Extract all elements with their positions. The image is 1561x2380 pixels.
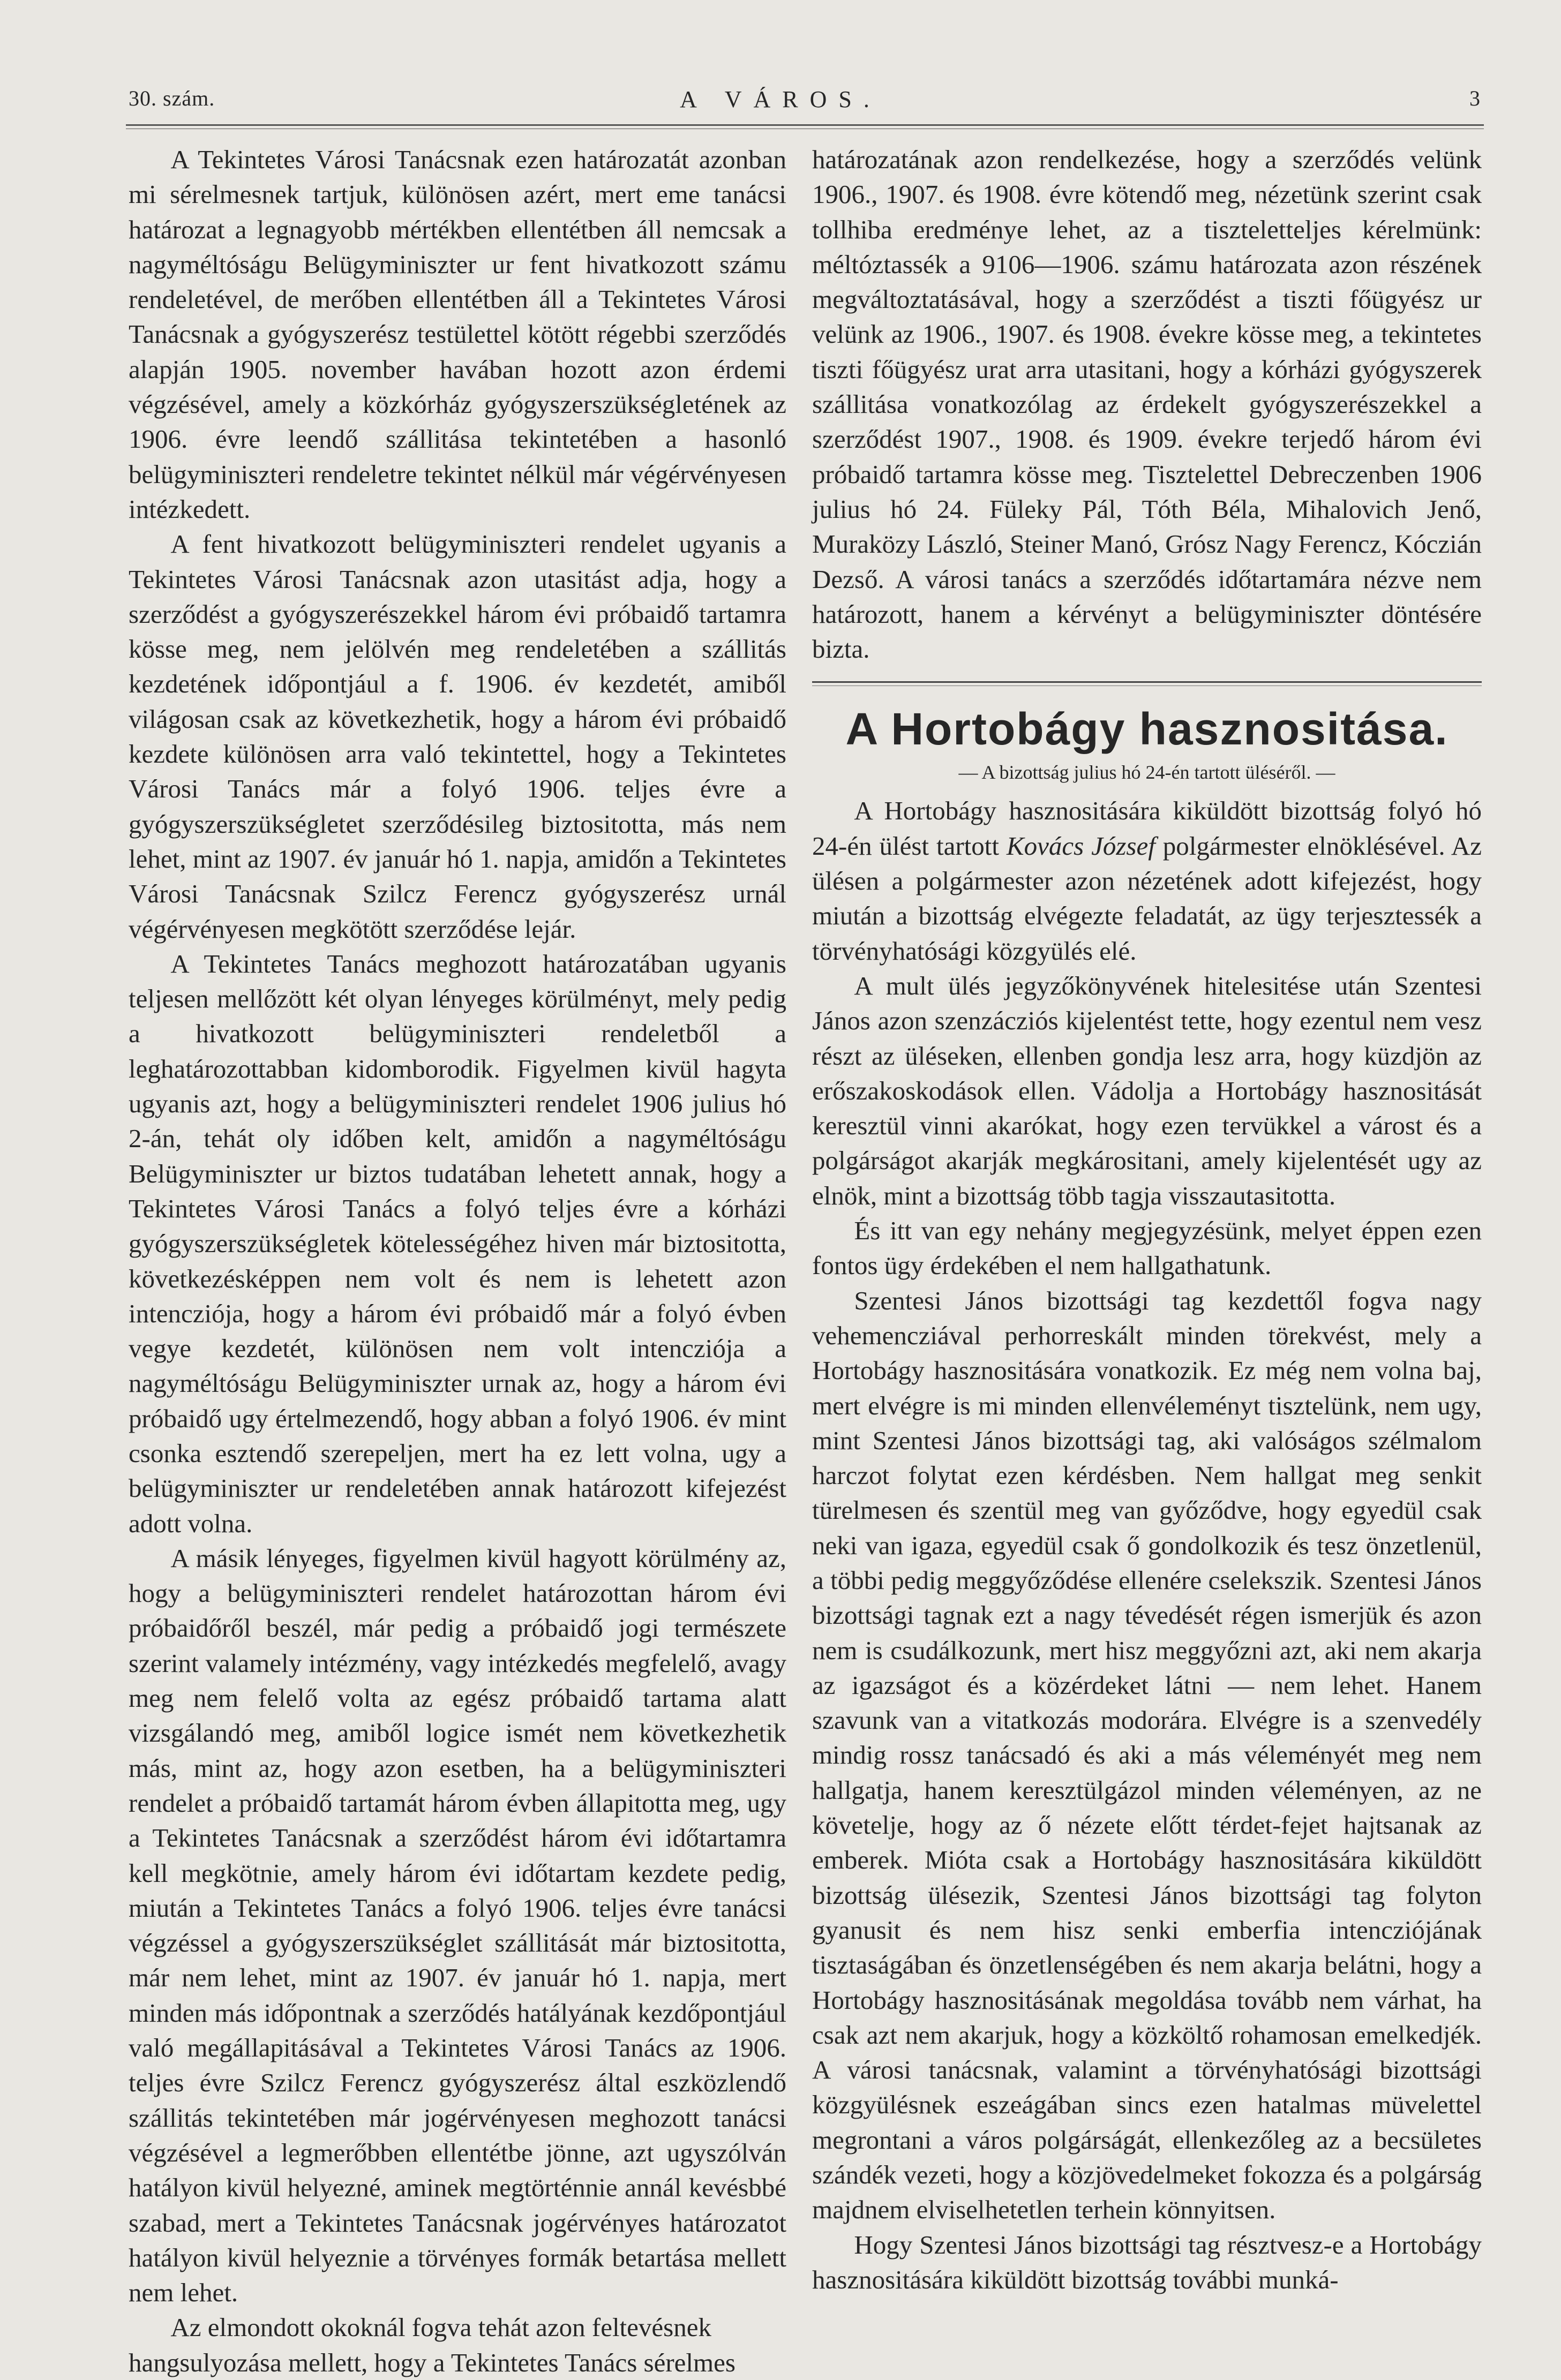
page-number: 3: [1469, 86, 1481, 110]
article-title: A Hortobágy hasznositása.: [845, 704, 1449, 755]
header-rule: [126, 124, 1484, 126]
paragraph: A fent hivatkozott belügyminiszteri rendelet ugyanis a Tekintetes Városi Tanácsnak azon utasitást adja, hogy a szerződést a gyógyszerészekkel három évi próbaidő tartamra kösse meg, nem jelölvén meg rendeletében a szállitás kezdetének időpontjául a f. 1906. év kezdetét, amiből világosan csak az következhetik, hogy a három évi próbaidő kezdete különösen arra való tekintettel, hogy a Tekintetes Városi Tanács már a folyó 1906. teljes évre a gyógyszerszükségletet szerződésileg biztositotta, más nem lehet, mint az 1907. év január hó 1. napja, amidőn a Tekintetes Városi Tanácsnak Szilcz Ferencz gyógyszerész urnál végérvényesen megkötött szerződése lejár.: [129, 529, 786, 944]
mayor-name: Kovács József: [1006, 831, 1155, 861]
paragraph: A Tekintetes Tanács meghozott határozatában ugyanis teljesen mellőzött két olyan lényeges körülményt, mely pedig a hivatkozott belügyminiszteri rendeletből a leghatározottabban kidomborodik. Figyelmen kivül hagyta ugyanis azt, hogy a belügyminiszteri rendelet 1906 julius hó 2-án, tehát oly időben kelt, amidőn a nagyméltóságu Belügyminiszter ur biztos tudatában lehetett annak, hogy a Tekintetes Városi Tanács a folyó teljes évre a kórházi gyógyszerszükségletek kötelességéhez hiven már biztositotta, következésképpen nem volt és nem is lehetett azon intencziója, hogy a három évi próbaidő már a folyó évben vegye kezdetét, különösen nem volt intencziója a nagyméltóságu Belügyminiszter urnak az, hogy a három évi próbaidő ugy értelmezendő, hogy abban a folyó 1906. év mint csonka esztendő szerepeljen, mert ha ez lett volna, ugy a belügyminiszter ur rendeletében annak határozott kifejezést adott volna.: [129, 948, 786, 1538]
paragraph: Az elmondott okoknál fogva tehát azon feltevésnek hangsulyozása mellett, hogy a Tekintetes Tanács sérelmes: [129, 2313, 736, 2377]
issue-number: 30. szám.: [129, 86, 215, 110]
masthead: A VÁROS.: [680, 86, 881, 112]
intro-text: A Hortobágy hasznositására kiküldött bizottság folyó hó 24-én ülést tartott: [812, 796, 1482, 861]
paragraph: A mult ülés jegyzőkönyvének hitelesitése után Szentesi János azon szenzácziós kijelentést tette, hogy ezentul nem vesz részt az üléseken, ellenben gondja lesz arra, hogy küzdjön az erőszakoskodások ellen. Vádolja a Hortobágy hasznositását keresztül vinni akarókat, hogy ezen tervükkel a várost és a polgárságot akarják megkárositani, amely kijelentését ugy az elnök, mint a bizottság több tagja visszautasitotta.: [812, 970, 1482, 1210]
paragraph: A Tekintetes Városi Tanácsnak ezen határozatát azonban mi sérelmesnek tartjuk, különösen azért, mert eme tanácsi határozat a legnagyobb mértékben ellentétben áll nemcsak a nagyméltóságu Belügyminiszter ur fent hivatkozott számu rendeletével, de merőben ellentétben áll a Tekintetes Városi Tanácsnak a gyógyszerész testülettel kötött régebbi szerződés alapján 1905. november havában hozott azon érdemi végzésével, amely a közkórház gyógyszerszükségletének az 1906. évre leendő szállitása tekintetében a hasonló belügyminiszteri rendeletre tekintet nélkül már végérvényesen intézkedett.: [129, 145, 786, 524]
paragraph: És itt van egy nehány megjegyzésünk, melyet éppen ezen fontos ügy érdekében el nem hallgathatunk.: [812, 1216, 1482, 1281]
paragraph: A másik lényeges, figyelmen kivül hagyott körülmény az, hogy a belügyminiszteri rendelet határozottan három évi próbaidőről beszél, már pedig a próbaidő jogi természete szerint valamely intézmény, vagy intézkedés megfelelő, avagy meg nem felelő volta az egész próbaidő tartama alatt vizsgálandó meg, amiből logice ismét nem következhetik más, mint az, hogy azon esetben, ha a belügyminiszteri rendelet a próbaidő tartamát három évben állapitotta meg, ugy a Tekintetes Tanácsnak a szerződést három évi időtartamra kell megkötnie, amely három évi időtartam kezdete pedig, miután a Tekintetes Tanács a folyó 1906. teljes évre tanácsi végzéssel a gyógyszerszükséglet szállitását már biztositotta, már nem lehet, mint az 1907. év január hó 1. napja, mert minden más időpontnak a szerződés hatályának kezdőpontjául való megállapitásával a Tekintetes Városi Tanács az 1906. teljes évre Szilcz Ferencz gyógyszerész által eszközlendő szállitás tekintetében már jogérvényesen meghozott tanácsi végzésével a legmerőbben ellentétbe jönne, azt ugyszólván hatályon kivül helyezné, aminek megtörténnie annál kevésbbé szabad, mert a Tekintetes Tanácsnak jogérvényes határozatot hatályon kivül helyeznie a törvényes formák betartása mellett nem lehet.: [129, 1543, 786, 2308]
paragraph: Szentesi János bizottsági tag kezdettől fogva nagy vehemencziával perhorreskált minden törekvést, mely a Hortobágy hasznositására vonatkozik. Ez még nem volna baj, mert elvégre is mi minden ellenvéleményt tisztelünk, nem ugy, mint Szentesi János bizottsági tag, aki valóságos szélmalom harczot folytat ezen kérdésben. Nem hallgat meg senkit türelmesen és szentül meg van győződve, hogy egyedül csak neki van igaza, egyedül csak ő gondolkozik és tesz önzetlenül, a többi pedig meggyőződése ellenére cselekszik. Szentesi János bizottsági tagnak ezt a nagy tévedését régen ismerjük és azon nem is csudálkozunk, mert hisz meggyőzni azt, aki nem akarja az igazságot és a közérdeket látni — nem lehet. Hanem szavunk van a vitatkozás modorára. Elvégre is a szenvedély mindig rossz tanácsadó és aki a más véleményét meg nem hallgatja, hanem keresztülgázol minden véleményen, az ne követelje, hogy az ő nézete előtt térdet-fejet hajtsanak az emberek. Mióta csak a Hortobágy hasznositására kiküldött bizottság ülésezik, Szentesi János bizottsági tag folyton gyanusit és nem hisz senki emberfia intencziójának tisztaságában és önzetlenségében és nem akarja belátni, hogy a Hortobágy hasznositásának megoldása tovább nem várhat, ha csak azt nem akarjuk, hogy a közköltő rohamosan emelkedjék. A városi tanácsnak, valamint a törvényhatósági bizottsági közgyülésnek eszeágában sincs ezen hatalmas müvelettel megrontani a város polgárságát, ellenkezőleg az a becsületes szándék vezeti, hogy a közjövedelmeket fokozza és a polgárság majdnem elviselhetetlen terhein könnyitsen.: [812, 1285, 1482, 2225]
article-intro: [812, 793, 1482, 968]
article-separator: [812, 681, 1482, 686]
article-subtitle: — A bizottság julius hó 24-én tartott üléséről. —: [958, 762, 1335, 784]
paragraph: Hogy Szentesi János bizottsági tag résztvesz-e a Hortobágy hasznositására kiküldött bizottság további munká-: [812, 2230, 1482, 2294]
right-column: [812, 142, 1482, 2297]
left-column: [129, 142, 786, 2380]
continuation-paragraph: határozatának azon rendelkezése, hogy a szerződés velünk 1906., 1907. és 1908. évre kötendő meg, nézetünk szerint csak tollhiba eredménye lehet, az a tiszteletteljes kérelmünk: méltóztassék a 9106—1906. számu határozata azon részének megváltoztatásával, hogy a szerződést a tiszti főügyész ur velünk az 1906., 1907. és 1908. évekre kösse meg, a tekintetes tiszti főügyész urat arra utasitani, hogy a kórházi gyógyszerek szállitása vonatkozólag az érdekelt gyógyszerészekkel a szerződést 1907., 1908. és 1909. évekre terjedő három évi próbaidő tartamra kösse meg. Tisztelettel Debreczenben 1906 julius hó 24. Füleky Pál, Tóth Béla, Mihalovich Jenő, Muraközy László, Steiner Manó, Grósz Nagy Ferencz, Kóczián Dezső. A városi tanács a szerződés időtartamára nézve nem határozott, hanem a kérvényt a belügyminiszter döntésére bizta.: [812, 145, 1482, 664]
intro-text: polgármester elnöklésével. Az ülésen a polgármester azon nézetének adott kifejezést, hogy miután a bizottság elvégezte feladatát, az ügy terjesztessék a törvényhatósági közgyülés elé.: [812, 831, 1482, 966]
